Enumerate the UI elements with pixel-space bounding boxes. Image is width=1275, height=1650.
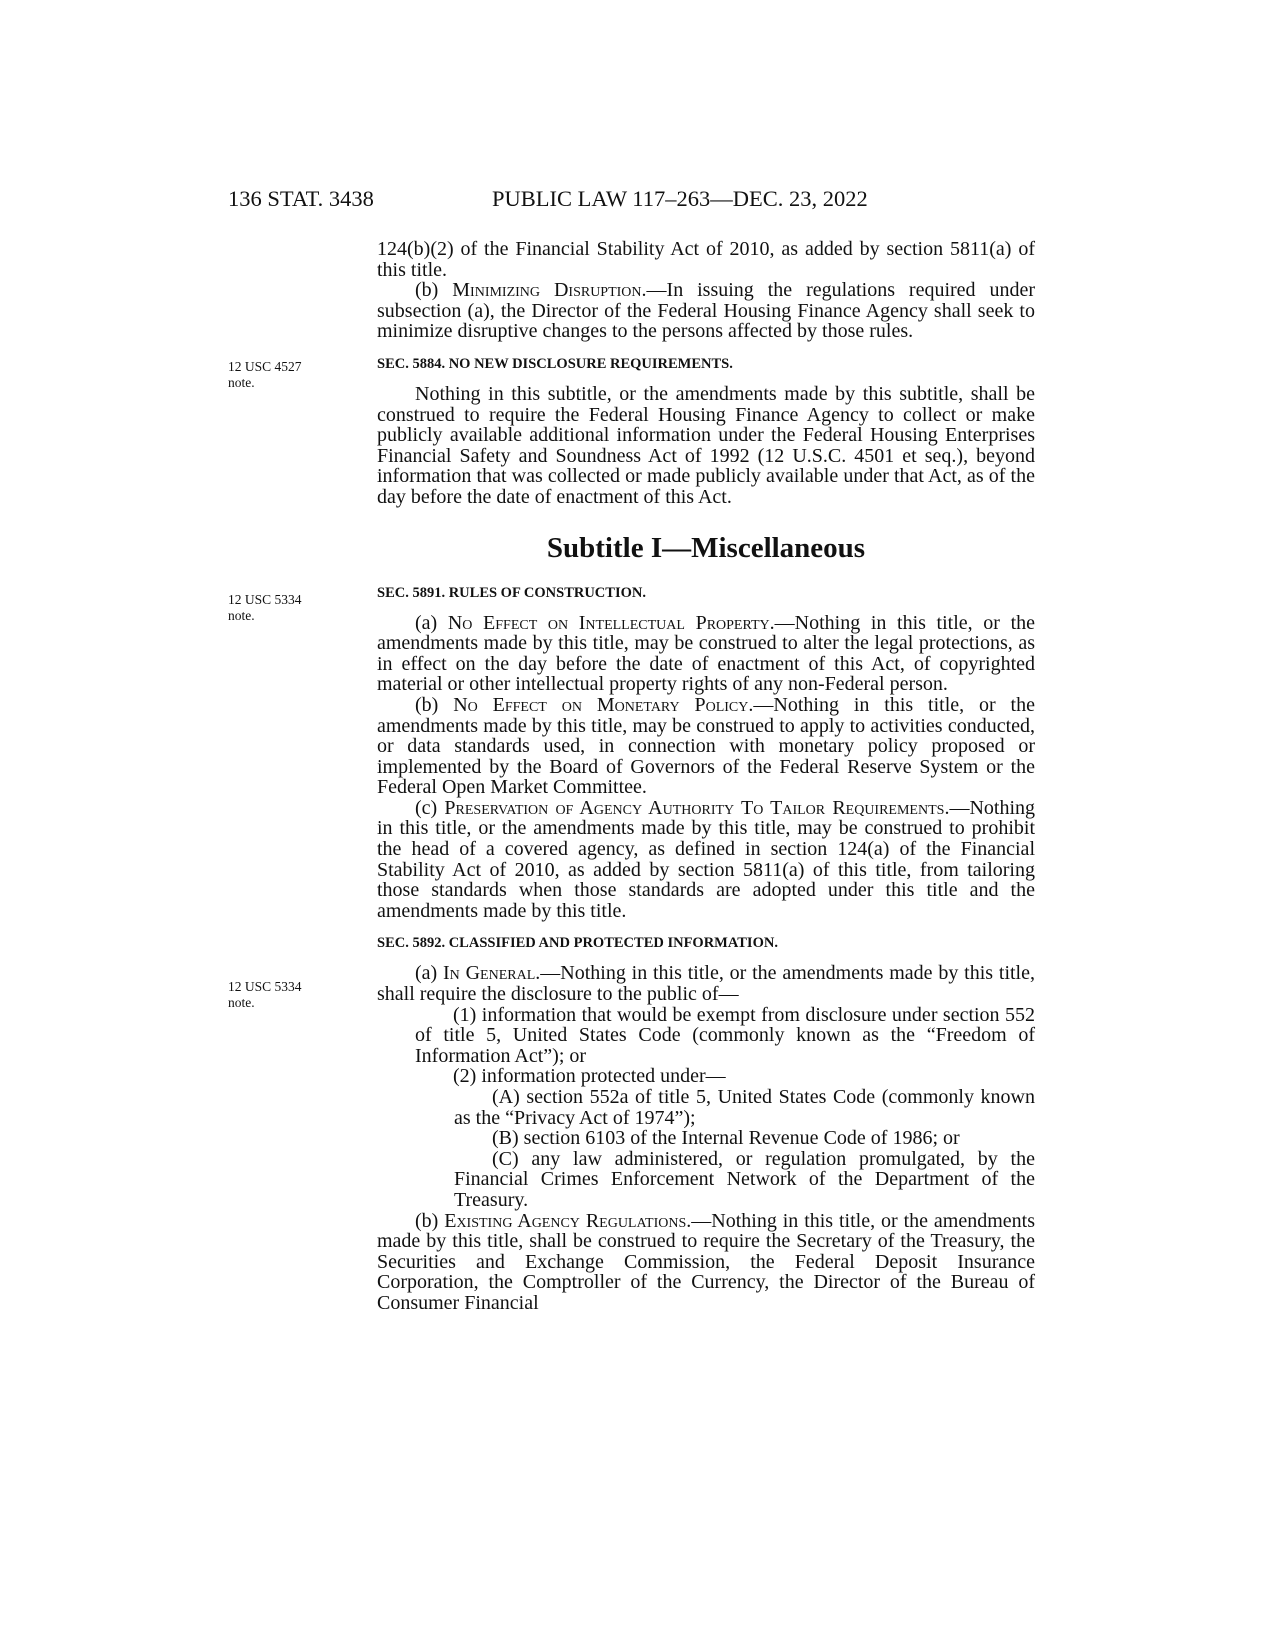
- sec-5892-a1-paragraph: (1) information that would be exempt from disclosure under section 552 of title 5, United States Code (commonly known as the “Freedom of Information Act”); or: [415, 1003, 1035, 1067]
- sec-5891-a-paragraph: (a) No Effect on Intellectual Property.—Nothing in this title, or the amendments made by this title, may be construed to alter the legal protections, as in effect on the day before the date of enactment of this Act, of copyrighted material or other intellectual property rights of any non-Federal person.: [377, 611, 1036, 696]
- margin-note-label: note.: [228, 995, 255, 1010]
- paragraph-heading: In General: [443, 962, 536, 985]
- margin-note-citation: 12 USC 4527: [228, 359, 302, 374]
- margin-note-label: note.: [228, 375, 255, 390]
- paragraph-heading: No Effect on Monetary Policy: [453, 693, 749, 716]
- sec-5892-a2-paragraph: (2) information protected under—: [453, 1065, 726, 1088]
- paragraph-heading: No Effect on Intellectual Property: [447, 611, 770, 634]
- section-heading-5892: SEC. 5892. CLASSIFIED AND PROTECTED INFORMATION.: [377, 935, 778, 952]
- stat-citation: 136 STAT. 3438: [228, 186, 374, 211]
- sec-5891-b-paragraph: (b) No Effect on Monetary Policy.—Nothing in this title, or the amendments made by this title, may be construed to apply to activities conducted, or data standards used, in connection with monetary policy proposed or implemented by the Board of Governors of the Federal Reserve System or the Federal Open Market Committee.: [377, 693, 1035, 799]
- paragraph-heading: Minimizing Disruption: [452, 279, 642, 302]
- section-heading-5884: SEC. 5884. NO NEW DISCLOSURE REQUIREMENTS.: [377, 355, 733, 372]
- continuation-paragraph: 124(b)(2) of the Financial Stability Act of 2010, as added by section 5811(a) of this title.: [377, 238, 1035, 281]
- section-heading-5891: SEC. 5891. RULES OF CONSTRUCTION.: [377, 584, 646, 601]
- subtitle-heading: Subtitle I—Miscellaneous: [546, 531, 866, 564]
- sec-5892-a2B-paragraph: (B) section 6103 of the Internal Revenue Code of 1986; or: [492, 1127, 960, 1150]
- body-text: [377, 239, 1035, 1314]
- margin-note-citation: 12 USC 5334: [228, 592, 302, 607]
- sec-5892-b-paragraph: (b) Existing Agency Regulations.—Nothing in this title, or the amendments made by this title, shall be construed to require the Secretary of the Treasury, the Securities and Exchange Commission, the Federal Deposit Insurance Corporation, the Comptroller of the Currency, the Director of the Bureau of Consumer Financial: [377, 1209, 1035, 1314]
- margin-note-sec-5884: [228, 359, 348, 391]
- margin-note-citation: 12 USC 5334: [228, 979, 302, 994]
- sec-5883-b-paragraph: (b) Minimizing Disruption.—In issuing the regulations required under subsection (a), the Director of the Federal Housing Finance Agency shall seek to minimize disruptive changes to the persons affected by those rules.: [377, 279, 1036, 343]
- paragraph-heading: Existing Agency Regulations: [444, 1209, 687, 1232]
- sec-5892-a2C-paragraph: (C) any law administered, or regulation promulgated, by the Financial Crimes Enforcement Network of the Department of the Treasury.: [454, 1147, 1035, 1211]
- sec-5891-c-paragraph: (c) Preservation of Agency Authority To Tailor Requirements.—Nothing in this title, or the amendments made by this title, may be construed to prohibit the head of a covered agency, as defined in section 124(a) of the Financial Stability Act of 2010, as added by section 5811(a) of this title, from tailoring those standards when those standards are adopted under this title and the amendments made by this title.: [377, 796, 1035, 922]
- page-header: [228, 186, 1018, 216]
- margin-note-sec-5892: [228, 979, 348, 1011]
- sec-5892-a2A-paragraph: (A) section 552a of title 5, United States Code (commonly known as the “Privacy Act of 1974”);: [454, 1086, 1035, 1129]
- sec-5892-a-paragraph: (a) In General.—Nothing in this title, or the amendments made by this title, shall require the disclosure to the public of—: [377, 962, 1035, 1006]
- margin-note-label: note.: [228, 608, 255, 623]
- margin-note-sec-5891: [228, 592, 348, 624]
- law-title: PUBLIC LAW 117–263—DEC. 23, 2022: [492, 186, 868, 211]
- sec-5884-paragraph: Nothing in this subtitle, or the amendments made by this subtitle, shall be construed to require the Federal Housing Finance Agency to collect or make publicly available additional information under the Federal Housing Enterprises Financial Safety and Soundness Act of 1992 (12 U.S.C. 4501 et seq.), beyond information that was collected or made publicly available under that Act, as of the day before the date of enactment of this Act.: [377, 382, 1035, 508]
- paragraph-heading: Preservation of Agency Authority To Tailor Requirements: [444, 796, 945, 819]
